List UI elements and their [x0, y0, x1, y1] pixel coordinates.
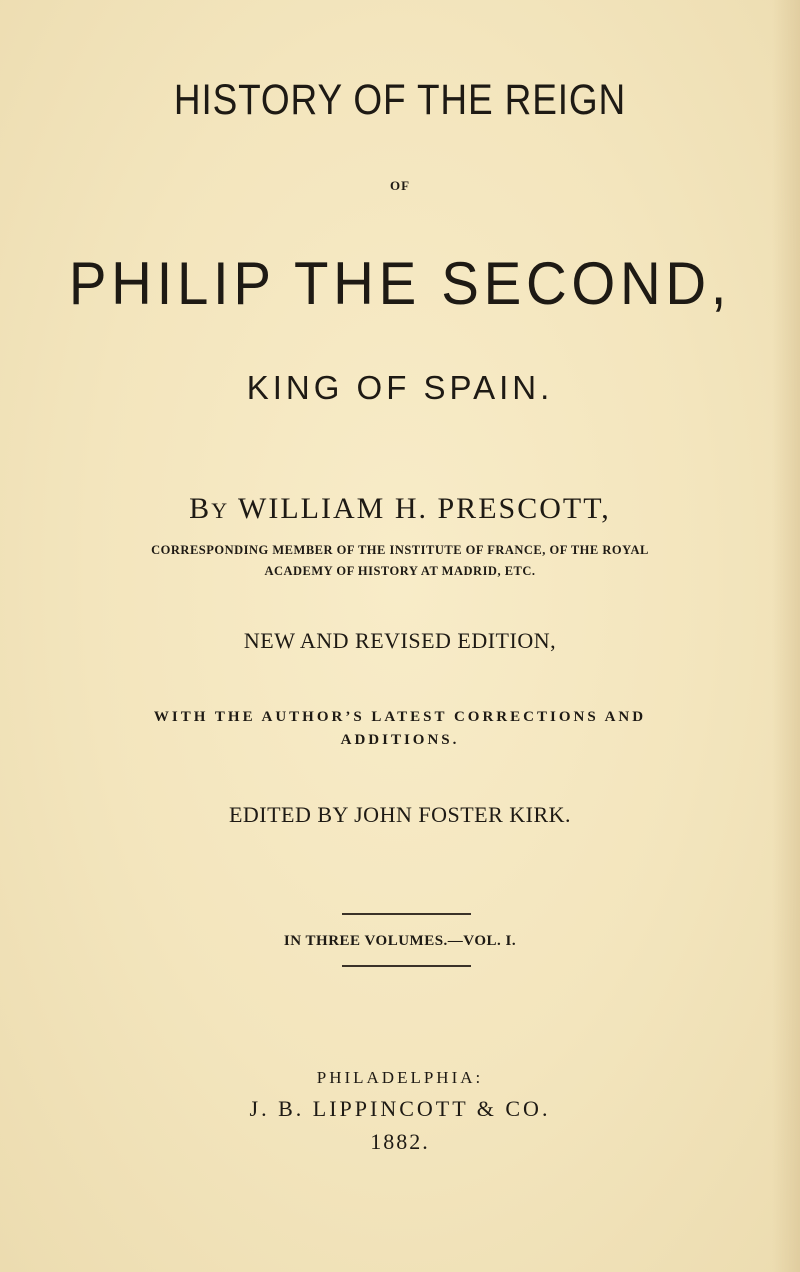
byline-prefix-initial: B [189, 492, 212, 525]
imprint-city: PHILADELPHIA: [316, 1068, 484, 1087]
top-rule [342, 913, 471, 915]
author-byline [0, 490, 800, 530]
author-credentials [0, 540, 800, 582]
credentials-line-2: ACADEMY OF HISTORY AT MADRID, ETC. [264, 564, 536, 578]
additions-line-1: WITH THE AUTHOR’S LATEST CORRECTIONS AND [153, 709, 647, 725]
imprint-publisher: J. B. LIPPINCOTT & CO. [249, 1096, 551, 1121]
additions-line-2: ADDITIONS. [340, 732, 460, 748]
of-connector: OF [389, 178, 411, 193]
credentials-line-1: CORRESPONDING MEMBER OF THE INSTITUTE OF FRANCE, OF THE ROYAL [151, 543, 649, 557]
additions-statement [0, 706, 800, 752]
byline-prefix-rest: Y [211, 498, 230, 523]
bottom-rule [342, 965, 471, 967]
king-name-title: PHILIP THE SECOND, [68, 250, 732, 317]
edition-statement: NEW AND REVISED EDITION, [243, 628, 557, 653]
author-name: WILLIAM H. PRESCOTT, [238, 492, 611, 525]
editor-statement: EDITED BY JOHN FOSTER KIRK. [228, 802, 572, 827]
imprint-year: 1882. [370, 1129, 430, 1154]
king-of-spain-subtitle: KING OF SPAIN. [246, 369, 554, 406]
history-title: HISTORY OF THE REIGN [173, 76, 627, 124]
volume-statement: IN THREE VOLUMES.—VOL. I. [283, 933, 517, 949]
